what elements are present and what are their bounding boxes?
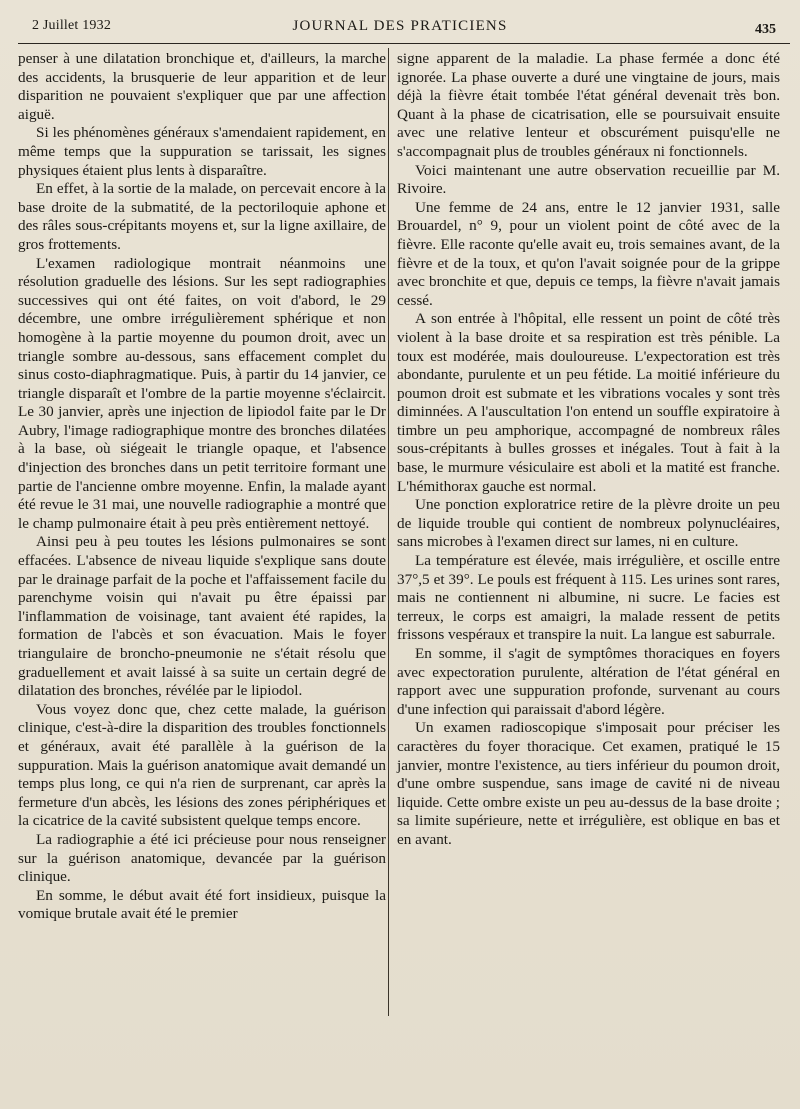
page-number: 435	[755, 22, 776, 37]
paragraph: En effet, à la sortie de la malade, on percevait encore à la base droite de la submatité, de la pectoriloquie aphone et des râles sous-crépitants moyens et, sur la ligne axillaire, de gros frottements.	[18, 180, 386, 253]
paragraph: Vous voyez donc que, chez cette malade, la guérison clinique, c'est-à-dire la disparition des troubles fonctionnels et généraux, avait été parallèle à la guérison de la suppuration. Mais la guérison anatomique avait demandé un temps plus long, ce qui n'a rien de surprenant, car après la fermeture d'un abcès, les lésions des zones périphériques et la cicatrice de la cavité subsistent quelque temps encore.	[18, 700, 386, 830]
paragraph: Ainsi peu à peu toutes les lésions pulmonaires se sont effacées. L'absence de niveau liquide s'explique sans doute par le drainage parfait de la poche et l'affaissement facile du parenchyme voisin qui n'avait pu être épaissi par l'inflammation de voisinage, tant avaient été rapides, la formation de l'abcès et son évacuation. Mais le foyer triangulaire de broncho-pneumonie ne s'était résolu que graduellement et avait laissé à sa suite un certain degré de dilatation des bronches, révélée par le lipiodol.	[18, 533, 386, 700]
paragraph: La température est élevée, mais irrégulière, et oscille entre 37°,5 et 39°. Le pouls est fréquent à 115. Les urines sont rares, mais ne contiennent ni albumine, ni sucre. Le facies est terreux, le corps est amaigri, la malade ressent de petits frissons vespéraux et transpire la nuit. La langue est saburrale.	[397, 552, 780, 644]
paragraph: penser à une dilatation bronchique et, d'ailleurs, la marche des accidents, la brusquerie de leur apparition et de leur disparition ne pouvaient s'expliquer que par une affection aiguë.	[18, 50, 386, 123]
paragraph: Voici maintenant une autre observation recueillie par M. Rivoire.	[397, 161, 780, 198]
issue-date: 2 Juillet 1932	[32, 18, 112, 33]
paragraph: Une femme de 24 ans, entre le 12 janvier 1931, salle Brouardel, n° 9, pour un violent point de côté avec de la fièvre. Elle raconte qu'elle avait eu, trois semaines avant, de la fièvre et de la toux, et qu'on l'avait soignée pour de la grippe avec bronchite et que, depuis ce temps, la fièvre n'avait jamais cessé.	[397, 198, 780, 309]
right-column	[397, 50, 780, 850]
paragraph: Si les phénomènes généraux s'amendaient rapidement, en même temps que la suppuration se tarissait, les signes physiques étaient plus lents à disparaître.	[18, 124, 386, 179]
column-divider	[388, 48, 389, 1016]
header-rule	[18, 43, 790, 44]
page-header	[18, 14, 782, 44]
paragraph: L'examen radiologique montrait néanmoins une résolution graduelle des lésions. Sur les sept radiographies successives qui ont été faites, on voit d'abord, le 29 décembre, une ombre irrégulièrement sphérique et non homogène à la partie moyenne du poumon droit, avec un triangle sombre au-dessous, sans effacement complet du sinus costo-diaphragmatique. Puis, à partir du 14 janvier, ce triangle disparaît et l'ombre de la partie moyenne s'éclaircit. Le 30 janvier, après une injection de lipiodol faite par le Dr Aubry, l'image radiographique montre des bronches dilatées à la base, où siégeait le triangle opaque, et l'absence d'injection des bronches dans un petit territoire formant une partie de l'ancienne ombre moyenne. Enfin, la malade ayant été revue le 31 mai, une nouvelle radiographie a montré que le champ pulmonaire était à peu près entièrement nettoyé.	[18, 254, 386, 532]
left-column	[18, 50, 386, 924]
paragraph: La radiographie a été ici précieuse pour nous renseigner sur la guérison anatomique, devancée par la guérison clinique.	[18, 830, 386, 886]
paragraph: signe apparent de la maladie. La phase fermée a donc été ignorée. La phase ouverte a duré une vingtaine de jours, mais déjà la fièvre était tombée l'état général devenait très bon. Quant à la phase de cicatrisation, elle se poursuivait ensuite avec une relative lenteur et obscurément puisqu'elle ne s'accompagnait plus de troubles généraux ni fonctionnels.	[397, 50, 780, 160]
paragraph: A son entrée à l'hôpital, elle ressent un point de côté très violent à la base droite et sa respiration est très pénible. La toux est modérée, mais douloureuse. L'expectoration est très abondante, purulente et un peu fétide. La moitié inférieure du poumon droit est submate et les vibrations vocales y sont très diminnées. A l'auscultation l'on entend un souffle expiratoire à timbre un peu amphorique, accompagné de nombreux râles sous-crépitants à bulles grosses et inégales. Tout à fait à la base, le murmure vésiculaire est aboli et la matité est franche. L'hémithorax gauche est normal.	[397, 310, 780, 495]
paragraph: Un examen radioscopique s'imposait pour préciser les caractères du foyer thoracique. Cet examen, pratiqué le 15 janvier, montre l'existence, au tiers inférieur du poumon droit, d'une ombre suspendue, sans image de cavité ni de niveau liquide. Cette ombre existe un peu au-dessus de la base droite ; sa limite supérieure, nette et irrégulière, est oblique en bas et en avant.	[397, 719, 780, 848]
paragraph: En somme, il s'agit de symptômes thoraciques en foyers avec expectoration purulente, altération de l'état général en rapport avec une suppuration profonde, survenant au cours d'une infection qui paraissait d'abord légère.	[397, 645, 780, 718]
journal-title: JOURNAL DES PRATICIENS	[292, 18, 508, 34]
paragraph: En somme, le début avait été fort insidieux, puisque la vomique brutale avait été le premier	[18, 886, 386, 923]
paragraph: Une ponction exploratrice retire de la plèvre droite un peu de liquide trouble qui contient de nombreux polynucléaires, sans microbes à l'examen direct sur lames, ni en culture.	[397, 496, 780, 551]
